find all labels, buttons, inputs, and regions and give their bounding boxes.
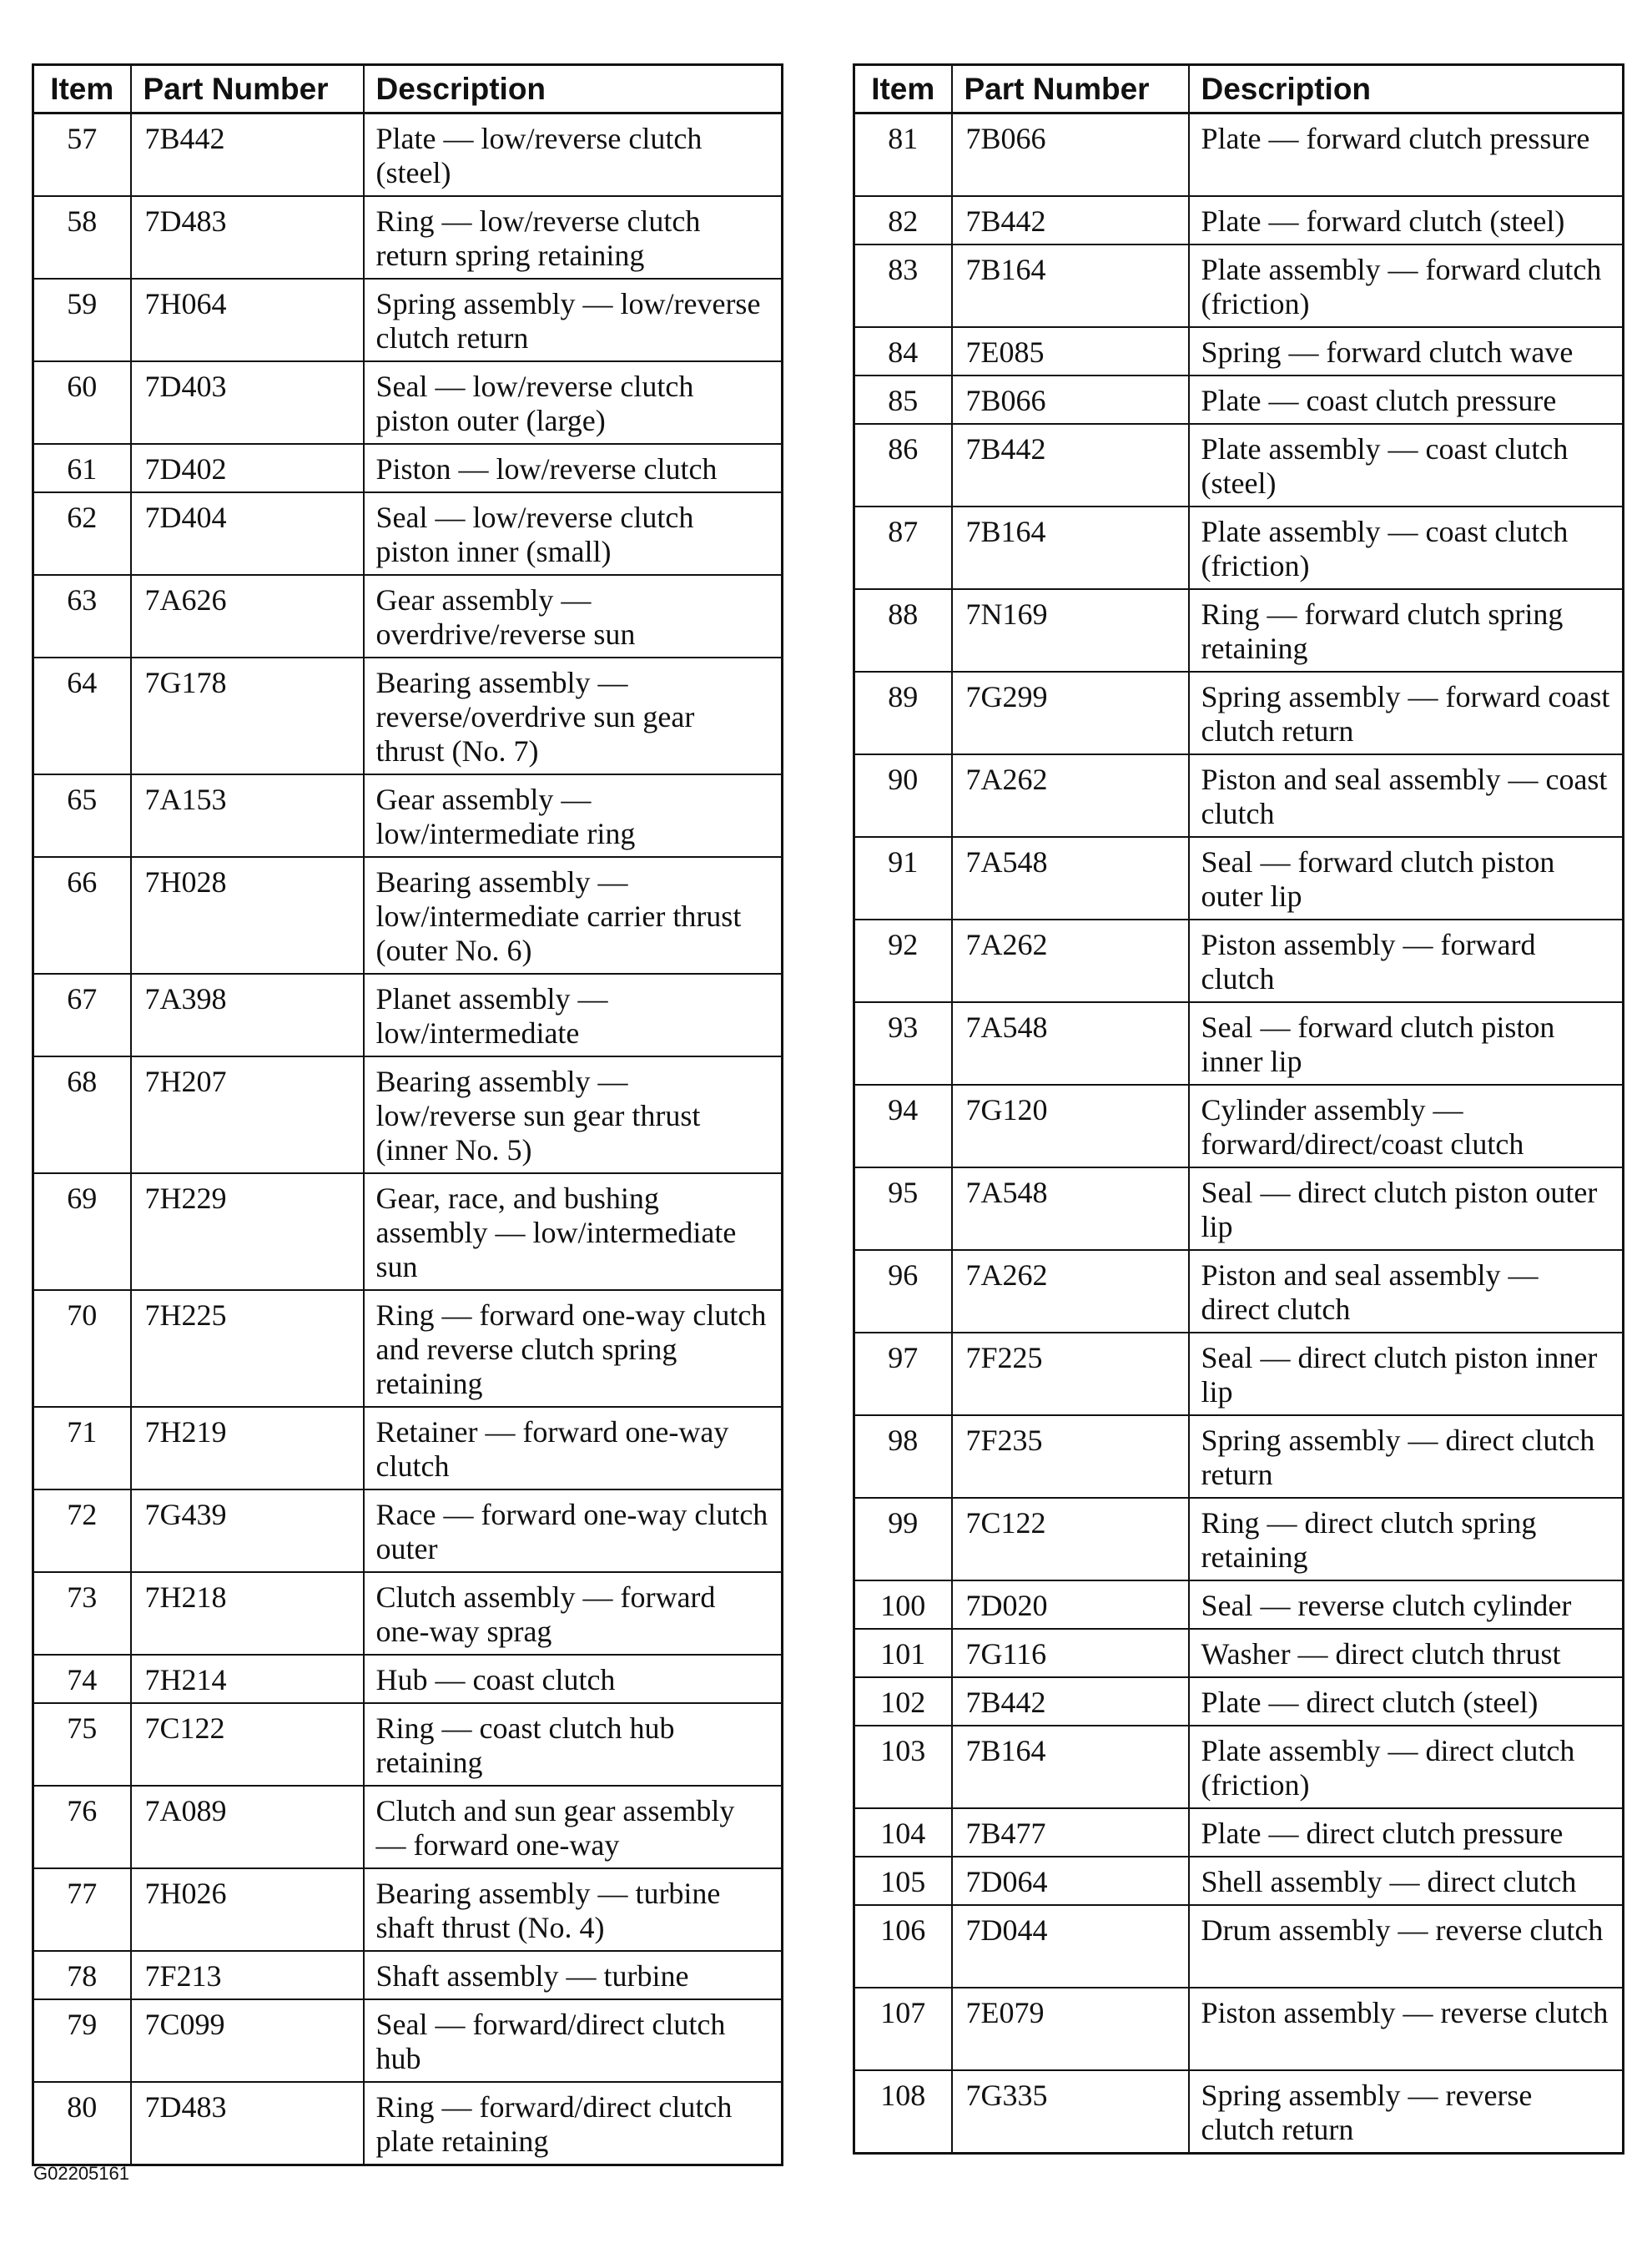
table-row: [854, 196, 1624, 244]
part-description: Plate — coast clutch pressure: [1189, 376, 1624, 424]
item-number: 81: [854, 113, 952, 197]
header-description: Description: [1189, 65, 1624, 113]
part-number: 7B164: [952, 1726, 1189, 1808]
item-number: 103: [854, 1726, 952, 1808]
part-number: 7A398: [131, 974, 364, 1056]
part-description: Seal — direct clutch piston inner lip: [1189, 1333, 1624, 1415]
table-row: [33, 1173, 783, 1290]
part-number: 7D483: [131, 2082, 364, 2165]
item-number: 108: [854, 2070, 952, 2154]
item-number: 74: [33, 1655, 131, 1703]
table-row: [33, 1407, 783, 1489]
part-description: Spring assembly — low/reverse clutch return: [364, 279, 783, 361]
table-row: [33, 361, 783, 444]
table-body-left: [33, 113, 783, 2165]
part-description: Seal — reverse clutch cylinder: [1189, 1580, 1624, 1629]
table-row: [33, 658, 783, 774]
table-row: [854, 327, 1624, 376]
table-row: [854, 589, 1624, 672]
part-number: 7C099: [131, 1999, 364, 2082]
table-row: [854, 1167, 1624, 1250]
part-number: 7C122: [952, 1498, 1189, 1580]
table-row: [854, 1498, 1624, 1580]
part-number: 7A626: [131, 575, 364, 658]
part-number: 7A262: [952, 1250, 1189, 1333]
part-description: Seal — low/reverse clutch piston inner (small): [364, 492, 783, 575]
part-number: 7G299: [952, 672, 1189, 754]
item-number: 102: [854, 1677, 952, 1726]
parts-table-right: [853, 63, 1624, 2155]
item-number: 91: [854, 837, 952, 920]
part-description: Cylinder assembly — forward/direct/coast clutch: [1189, 1085, 1624, 1167]
part-description: Piston and seal assembly — direct clutch: [1189, 1250, 1624, 1333]
part-description: Bearing assembly — low/intermediate carrier thrust (outer No. 6): [364, 857, 783, 974]
part-description: Spring assembly — reverse clutch return: [1189, 2070, 1624, 2154]
part-number: 7D020: [952, 1580, 1189, 1629]
item-number: 60: [33, 361, 131, 444]
part-number: 7D483: [131, 196, 364, 279]
table-row: [854, 1857, 1624, 1905]
part-number: 7B442: [952, 1677, 1189, 1726]
part-description: Bearing assembly — reverse/overdrive sun gear thrust (No. 7): [364, 658, 783, 774]
part-number: 7B066: [952, 113, 1189, 197]
item-number: 98: [854, 1415, 952, 1498]
part-description: Piston and seal assembly — coast clutch: [1189, 754, 1624, 837]
part-description: Race — forward one-way clutch outer: [364, 1489, 783, 1572]
part-number: 7B442: [131, 113, 364, 197]
part-description: Plate assembly — coast clutch (steel): [1189, 424, 1624, 507]
item-number: 96: [854, 1250, 952, 1333]
item-number: 92: [854, 920, 952, 1002]
table-row: [854, 1629, 1624, 1677]
table-row: [854, 2070, 1624, 2154]
part-description: Ring — direct clutch spring retaining: [1189, 1498, 1624, 1580]
item-number: 57: [33, 113, 131, 197]
table-row: [854, 672, 1624, 754]
item-number: 72: [33, 1489, 131, 1572]
part-number: 7G116: [952, 1629, 1189, 1677]
item-number: 90: [854, 754, 952, 837]
part-number: 7A153: [131, 774, 364, 857]
item-number: 68: [33, 1056, 131, 1173]
part-number: 7H028: [131, 857, 364, 974]
part-description: Piston — low/reverse clutch: [364, 444, 783, 492]
part-number: 7B477: [952, 1808, 1189, 1857]
table-row: [33, 1703, 783, 1786]
item-number: 100: [854, 1580, 952, 1629]
part-description: Spring assembly — direct clutch return: [1189, 1415, 1624, 1498]
item-number: 58: [33, 196, 131, 279]
item-number: 77: [33, 1868, 131, 1951]
item-number: 83: [854, 244, 952, 327]
part-number: 7H229: [131, 1173, 364, 1290]
part-number: 7E079: [952, 1988, 1189, 2070]
part-description: Spring assembly — forward coast clutch return: [1189, 672, 1624, 754]
table-row: [33, 1999, 783, 2082]
part-description: Retainer — forward one-way clutch: [364, 1407, 783, 1489]
part-number: 7A262: [952, 920, 1189, 1002]
part-description: Piston assembly — forward clutch: [1189, 920, 1624, 1002]
part-description: Spring — forward clutch wave: [1189, 327, 1624, 376]
part-description: Seal — forward/direct clutch hub: [364, 1999, 783, 2082]
item-number: 95: [854, 1167, 952, 1250]
part-number: 7F235: [952, 1415, 1189, 1498]
part-number: 7D403: [131, 361, 364, 444]
table-row: [33, 2082, 783, 2165]
item-number: 79: [33, 1999, 131, 2082]
item-number: 64: [33, 658, 131, 774]
item-number: 101: [854, 1629, 952, 1677]
part-number: 7B442: [952, 424, 1189, 507]
table-header-row: [854, 65, 1624, 113]
table-row: [854, 1905, 1624, 1988]
item-number: 107: [854, 1988, 952, 2070]
part-description: Seal — forward clutch piston outer lip: [1189, 837, 1624, 920]
part-number: 7H225: [131, 1290, 364, 1407]
table-row: [33, 492, 783, 575]
table-row: [33, 774, 783, 857]
part-description: Plate assembly — direct clutch (friction): [1189, 1726, 1624, 1808]
part-description: Gear, race, and bushing assembly — low/intermediate sun: [364, 1173, 783, 1290]
part-number: 7B066: [952, 376, 1189, 424]
parts-table-left: [32, 63, 783, 2166]
item-number: 86: [854, 424, 952, 507]
table-row: [854, 113, 1624, 197]
part-number: 7H214: [131, 1655, 364, 1703]
item-number: 94: [854, 1085, 952, 1167]
part-description: Ring — forward clutch spring retaining: [1189, 589, 1624, 672]
table-row: [33, 575, 783, 658]
part-description: Hub — coast clutch: [364, 1655, 783, 1703]
item-number: 73: [33, 1572, 131, 1655]
part-number: 7H026: [131, 1868, 364, 1951]
part-description: Ring — forward/direct clutch plate retaining: [364, 2082, 783, 2165]
table-row: [854, 1250, 1624, 1333]
item-number: 87: [854, 507, 952, 589]
table-body-right: [854, 113, 1624, 2154]
part-number: 7A089: [131, 1786, 364, 1868]
item-number: 82: [854, 196, 952, 244]
part-number: 7G178: [131, 658, 364, 774]
table-header-row: [33, 65, 783, 113]
part-number: 7B164: [952, 507, 1189, 589]
item-number: 105: [854, 1857, 952, 1905]
part-number: 7G439: [131, 1489, 364, 1572]
table-row: [854, 507, 1624, 589]
part-description: Plate assembly — coast clutch (friction): [1189, 507, 1624, 589]
item-number: 70: [33, 1290, 131, 1407]
item-number: 85: [854, 376, 952, 424]
header-part-number: Part Number: [952, 65, 1189, 113]
table-row: [33, 196, 783, 279]
header-item: Item: [33, 65, 131, 113]
part-number: 7E085: [952, 327, 1189, 376]
part-description: Shell assembly — direct clutch: [1189, 1857, 1624, 1905]
part-number: 7F225: [952, 1333, 1189, 1415]
table-row: [33, 1951, 783, 1999]
table-row: [854, 1333, 1624, 1415]
table-row: [854, 1085, 1624, 1167]
part-number: 7A548: [952, 837, 1189, 920]
part-description: Ring — forward one-way clutch and reverse clutch spring retaining: [364, 1290, 783, 1407]
part-description: Washer — direct clutch thrust: [1189, 1629, 1624, 1677]
table-row: [854, 1002, 1624, 1085]
part-description: Bearing assembly — low/reverse sun gear thrust (inner No. 5): [364, 1056, 783, 1173]
part-description: Clutch and sun gear assembly — forward one-way: [364, 1786, 783, 1868]
part-description: Shaft assembly — turbine: [364, 1951, 783, 1999]
item-number: 66: [33, 857, 131, 974]
part-description: Plate — direct clutch pressure: [1189, 1808, 1624, 1857]
part-number: 7A548: [952, 1002, 1189, 1085]
part-number: 7D402: [131, 444, 364, 492]
part-description: Plate — direct clutch (steel): [1189, 1677, 1624, 1726]
part-number: 7B442: [952, 196, 1189, 244]
part-description: Planet assembly — low/intermediate: [364, 974, 783, 1056]
part-description: Piston assembly — reverse clutch: [1189, 1988, 1624, 2070]
part-description: Seal — direct clutch piston outer lip: [1189, 1167, 1624, 1250]
table-row: [33, 1056, 783, 1173]
table-row: [854, 1415, 1624, 1498]
header-description: Description: [364, 65, 783, 113]
table-row: [33, 113, 783, 197]
table-row: [854, 920, 1624, 1002]
item-number: 99: [854, 1498, 952, 1580]
table-row: [854, 424, 1624, 507]
part-number: 7F213: [131, 1951, 364, 1999]
part-number: 7D404: [131, 492, 364, 575]
item-number: 84: [854, 327, 952, 376]
part-number: 7C122: [131, 1703, 364, 1786]
table-row: [33, 1290, 783, 1407]
item-number: 75: [33, 1703, 131, 1786]
part-number: 7D044: [952, 1905, 1189, 1988]
part-number: 7H219: [131, 1407, 364, 1489]
table-row: [33, 1655, 783, 1703]
item-number: 71: [33, 1407, 131, 1489]
item-number: 59: [33, 279, 131, 361]
item-number: 62: [33, 492, 131, 575]
part-description: Gear assembly — overdrive/reverse sun: [364, 575, 783, 658]
table-row: [33, 1868, 783, 1951]
item-number: 69: [33, 1173, 131, 1290]
part-description: Gear assembly — low/intermediate ring: [364, 774, 783, 857]
part-description: Clutch assembly — forward one-way sprag: [364, 1572, 783, 1655]
item-number: 80: [33, 2082, 131, 2165]
part-number: 7H064: [131, 279, 364, 361]
part-description: Bearing assembly — turbine shaft thrust (No. 4): [364, 1868, 783, 1951]
part-number: 7B164: [952, 244, 1189, 327]
part-description: Plate — forward clutch pressure: [1189, 113, 1624, 197]
item-number: 65: [33, 774, 131, 857]
part-number: 7H218: [131, 1572, 364, 1655]
table-row: [854, 376, 1624, 424]
item-number: 97: [854, 1333, 952, 1415]
part-description: Plate — low/reverse clutch (steel): [364, 113, 783, 197]
item-number: 104: [854, 1808, 952, 1857]
item-number: 106: [854, 1905, 952, 1988]
item-number: 76: [33, 1786, 131, 1868]
table-row: [33, 974, 783, 1056]
part-number: 7N169: [952, 589, 1189, 672]
header-item: Item: [854, 65, 952, 113]
item-number: 88: [854, 589, 952, 672]
item-number: 93: [854, 1002, 952, 1085]
table-row: [33, 857, 783, 974]
part-description: Seal — low/reverse clutch piston outer (large): [364, 361, 783, 444]
item-number: 67: [33, 974, 131, 1056]
part-description: Plate — forward clutch (steel): [1189, 196, 1624, 244]
table-row: [854, 1808, 1624, 1857]
table-row: [854, 1677, 1624, 1726]
table-row: [33, 279, 783, 361]
item-number: 63: [33, 575, 131, 658]
part-description: Ring — coast clutch hub retaining: [364, 1703, 783, 1786]
table-row: [854, 1988, 1624, 2070]
part-description: Ring — low/reverse clutch return spring retaining: [364, 196, 783, 279]
part-number: 7A548: [952, 1167, 1189, 1250]
part-number: 7D064: [952, 1857, 1189, 1905]
table-row: [33, 444, 783, 492]
table-row: [854, 837, 1624, 920]
item-number: 61: [33, 444, 131, 492]
table-row: [854, 1580, 1624, 1629]
figure-id: G02205161: [33, 2163, 129, 2184]
table-row: [854, 1726, 1624, 1808]
item-number: 78: [33, 1951, 131, 1999]
part-description: Plate assembly — forward clutch (friction): [1189, 244, 1624, 327]
table-row: [33, 1489, 783, 1572]
part-description: Drum assembly — reverse clutch: [1189, 1905, 1624, 1988]
table-row: [854, 754, 1624, 837]
part-number: 7A262: [952, 754, 1189, 837]
table-row: [33, 1572, 783, 1655]
table-row: [33, 1786, 783, 1868]
part-number: 7G335: [952, 2070, 1189, 2154]
table-row: [854, 244, 1624, 327]
header-part-number: Part Number: [131, 65, 364, 113]
part-number: 7H207: [131, 1056, 364, 1173]
part-description: Seal — forward clutch piston inner lip: [1189, 1002, 1624, 1085]
part-number: 7G120: [952, 1085, 1189, 1167]
item-number: 89: [854, 672, 952, 754]
